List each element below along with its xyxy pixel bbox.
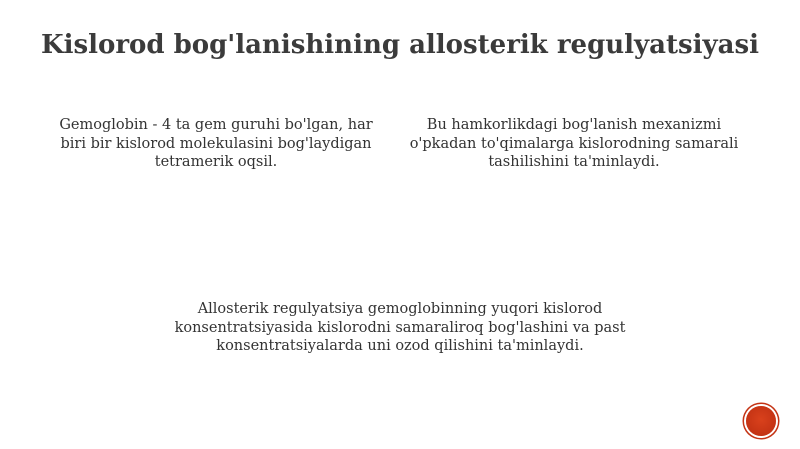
slide-title: Kislorod bog'lanishining allosterik regulyatsiyasi bbox=[40, 30, 760, 60]
left-text-block bbox=[56, 116, 376, 172]
bottom-text-block bbox=[160, 300, 640, 356]
left-text-line: Gemoglobin - 4 ta gem guruhi bo'lgan, har bbox=[59, 117, 373, 133]
left-text-line: tetramerik oqsil. bbox=[154, 154, 278, 170]
bottom-text-line: konsentratsiyalarda uni ozod qilishini ta'minlaydi. bbox=[216, 338, 584, 354]
bottom-text-line: Allosterik regulyatsiya gemoglobinning yuqori kislorod bbox=[197, 301, 603, 317]
bottom-text-line: konsentratsiyasida kislorodni samaraliroq bog'lashini va past bbox=[174, 319, 626, 336]
right-text-line: tashilishini ta'minlaydi. bbox=[488, 154, 660, 170]
right-text-block bbox=[406, 116, 742, 172]
right-text-line: Bu hamkorlikdagi bog'lanish mexanizmi bbox=[426, 117, 722, 133]
left-text-line: biri bir kislorod molekulasini bog'laydigan bbox=[60, 135, 372, 152]
right-text-line: o'pkadan to'qimalarga kislorodning samarali bbox=[409, 135, 739, 152]
circle-button-icon[interactable] bbox=[746, 406, 776, 436]
